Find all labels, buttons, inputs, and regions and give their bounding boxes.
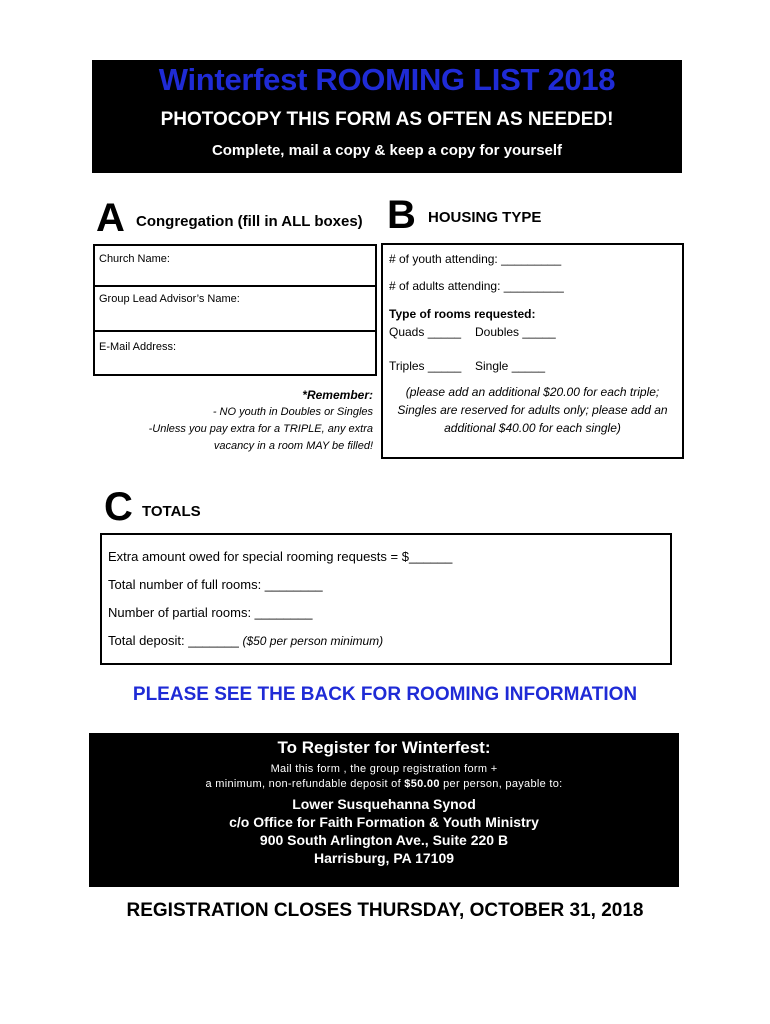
- room-type-label: Type of rooms requested:: [389, 307, 536, 321]
- total-deposit-field[interactable]: [108, 633, 383, 648]
- remember-title: *Remember:: [302, 388, 373, 402]
- partial-rooms-field[interactable]: Number of partial rooms: ________: [108, 605, 313, 620]
- register-title: To Register for Winterfest:: [277, 738, 491, 757]
- section-b-letter: B: [387, 193, 416, 237]
- total-deposit-label: Total deposit: _______: [108, 633, 239, 648]
- header-banner: [92, 60, 682, 173]
- see-back-notice: PLEASE SEE THE BACK FOR ROOMING INFORMATION: [132, 684, 638, 705]
- section-a-letter: A: [96, 196, 125, 240]
- youth-count-field[interactable]: # of youth attending: _________: [389, 252, 562, 266]
- housing-type-box: [381, 243, 684, 459]
- deposit-minimum-note: ($50 per person minimum): [242, 634, 384, 648]
- payee-name: Lower Susquehanna Synod: [292, 796, 476, 812]
- register-line: Mail this form , the group registration form +: [270, 763, 498, 775]
- email-field[interactable]: E-Mail Address:: [99, 341, 177, 353]
- full-rooms-field[interactable]: Total number of full rooms: ________: [108, 577, 323, 592]
- advisor-name-field[interactable]: Group Lead Advisor’s Name:: [99, 293, 240, 305]
- doubles-field[interactable]: Doubles _____: [475, 325, 556, 339]
- section-b-title: HOUSING TYPE: [428, 209, 542, 226]
- extra-amount-field[interactable]: Extra amount owed for special rooming requests = $______: [108, 549, 453, 564]
- divider: [95, 285, 375, 287]
- section-c-title: TOTALS: [142, 503, 201, 520]
- church-name-field[interactable]: Church Name:: [99, 253, 170, 265]
- quads-field[interactable]: Quads _____: [389, 325, 462, 339]
- adult-count-field[interactable]: # of adults attending: _________: [389, 279, 564, 293]
- room-pricing-note: (please add an additional $20.00 for each triple; Singles are reserved for adults only; please add an additional $40.00 for each single): [397, 385, 668, 435]
- register-line: [89, 778, 679, 790]
- register-line-pre: a minimum, non-refundable deposit of: [205, 778, 405, 790]
- triples-field[interactable]: Triples _____: [389, 359, 462, 373]
- remember-note: [120, 387, 373, 455]
- remember-line: - NO youth in Doubles or Singles: [212, 406, 373, 418]
- remember-line: vacancy in a room MAY be filled!: [213, 440, 373, 452]
- photocopy-notice: PHOTOCOPY THIS FORM AS OFTEN AS NEEDED!: [160, 109, 614, 130]
- payee-city: Harrisburg, PA 17109: [313, 850, 455, 866]
- mail-instruction: Complete, mail a copy & keep a copy for yourself: [211, 142, 563, 159]
- deposit-amount: $50.00: [404, 778, 440, 790]
- section-c-letter: C: [104, 485, 133, 529]
- register-line-post: per person, payable to:: [439, 778, 563, 790]
- section-a-title: Congregation (fill in ALL boxes): [136, 213, 363, 230]
- form-title: Winterfest ROOMING LIST 2018: [158, 62, 616, 97]
- payee-office: c/o Office for Faith Formation & Youth Ministry: [229, 814, 539, 830]
- divider: [95, 330, 375, 332]
- totals-box: [100, 533, 672, 665]
- remember-line: -Unless you pay extra for a TRIPLE, any extra: [148, 423, 373, 435]
- registration-deadline: REGISTRATION CLOSES THURSDAY, OCTOBER 31, 2018: [126, 900, 644, 921]
- congregation-box: [93, 244, 377, 376]
- payee-street: 900 South Arlington Ave., Suite 220 B: [259, 832, 509, 848]
- registration-banner: [89, 733, 679, 887]
- single-field[interactable]: Single _____: [475, 359, 546, 373]
